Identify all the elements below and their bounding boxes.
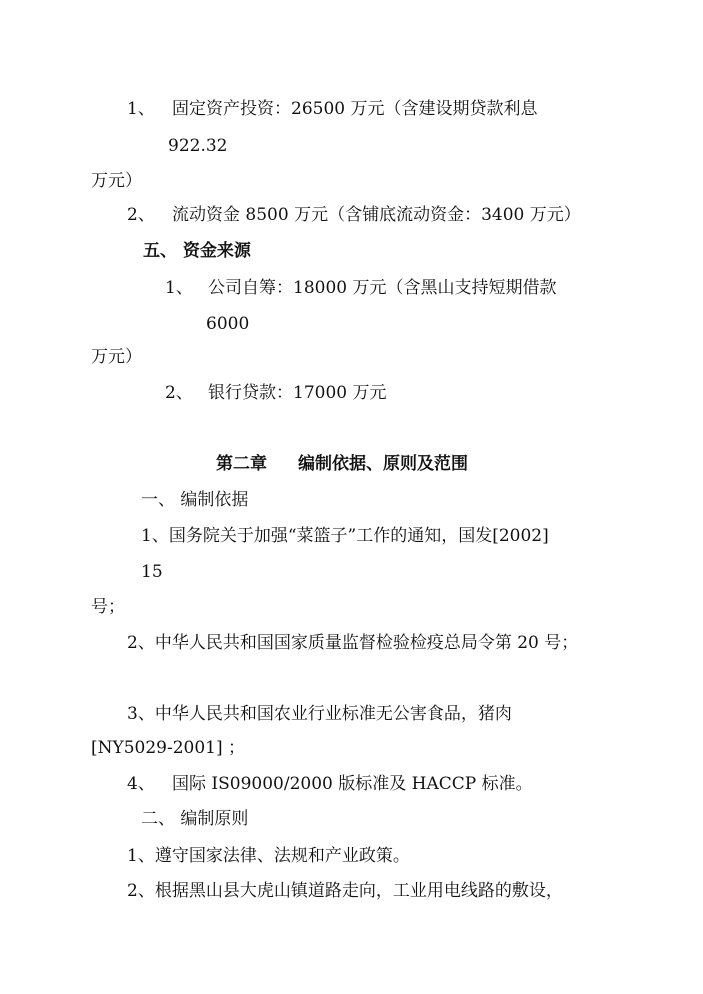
basis-item-2: 2、中华人民共和国国家质量监督检验检疫总局令第 20 号； bbox=[127, 633, 579, 653]
basis-item-1-continuation: 15 bbox=[141, 562, 163, 582]
investment-item-1-tail: 万元） bbox=[91, 171, 142, 191]
principles-item-2: 2、根据黑山县大虎山镇道路走向，工业用电线路的敷设， bbox=[127, 881, 563, 901]
principles-item-1: 1、遵守国家法律、法规和产业政策。 bbox=[127, 846, 410, 866]
funding-item-1-number: 1、 bbox=[165, 278, 193, 298]
investment-item-1-text: 固定资产投资：26500 万元（含建设期贷款利息 bbox=[172, 99, 538, 119]
basis-item-4-number: 4、 bbox=[127, 774, 155, 794]
investment-item-1-continuation: 922.32 bbox=[168, 136, 228, 156]
chapter-title-number: 第二章 bbox=[216, 454, 267, 474]
funding-item-1-text: 公司自筹：18000 万元（含黑山支持短期借款 bbox=[208, 278, 557, 298]
principles-heading: 二、 编制原则 bbox=[141, 809, 249, 829]
investment-item-1-number: 1、 bbox=[127, 99, 155, 119]
basis-item-1-tail: 号； bbox=[91, 597, 125, 617]
investment-item-2-text: 流动资金 8500 万元（含铺底流动资金：3400 万元） bbox=[172, 205, 581, 225]
basis-heading: 一、 编制依据 bbox=[141, 490, 249, 510]
chapter-title-text: 编制依据、原则及范围 bbox=[298, 454, 468, 474]
funding-item-1-tail: 万元） bbox=[91, 347, 142, 367]
basis-item-3: 3、中华人民共和国农业行业标准无公害食品，猪肉 bbox=[127, 704, 512, 724]
basis-item-1: 1、国务院关于加强“菜篮子”工作的通知，国发[2002] bbox=[141, 526, 549, 546]
investment-item-2-number: 2、 bbox=[127, 205, 155, 225]
funding-item-1-continuation: 6000 bbox=[206, 314, 250, 334]
basis-item-3-tail: [NY5029-2001] ； bbox=[91, 738, 246, 758]
funding-heading: 五、 资金来源 bbox=[143, 241, 251, 261]
basis-item-4-text: 国际 IS09000/2000 版标准及 HACCP 标准。 bbox=[172, 774, 533, 794]
funding-item-2-number: 2、 bbox=[165, 383, 193, 403]
funding-item-2-text: 银行贷款：17000 万元 bbox=[208, 383, 387, 403]
